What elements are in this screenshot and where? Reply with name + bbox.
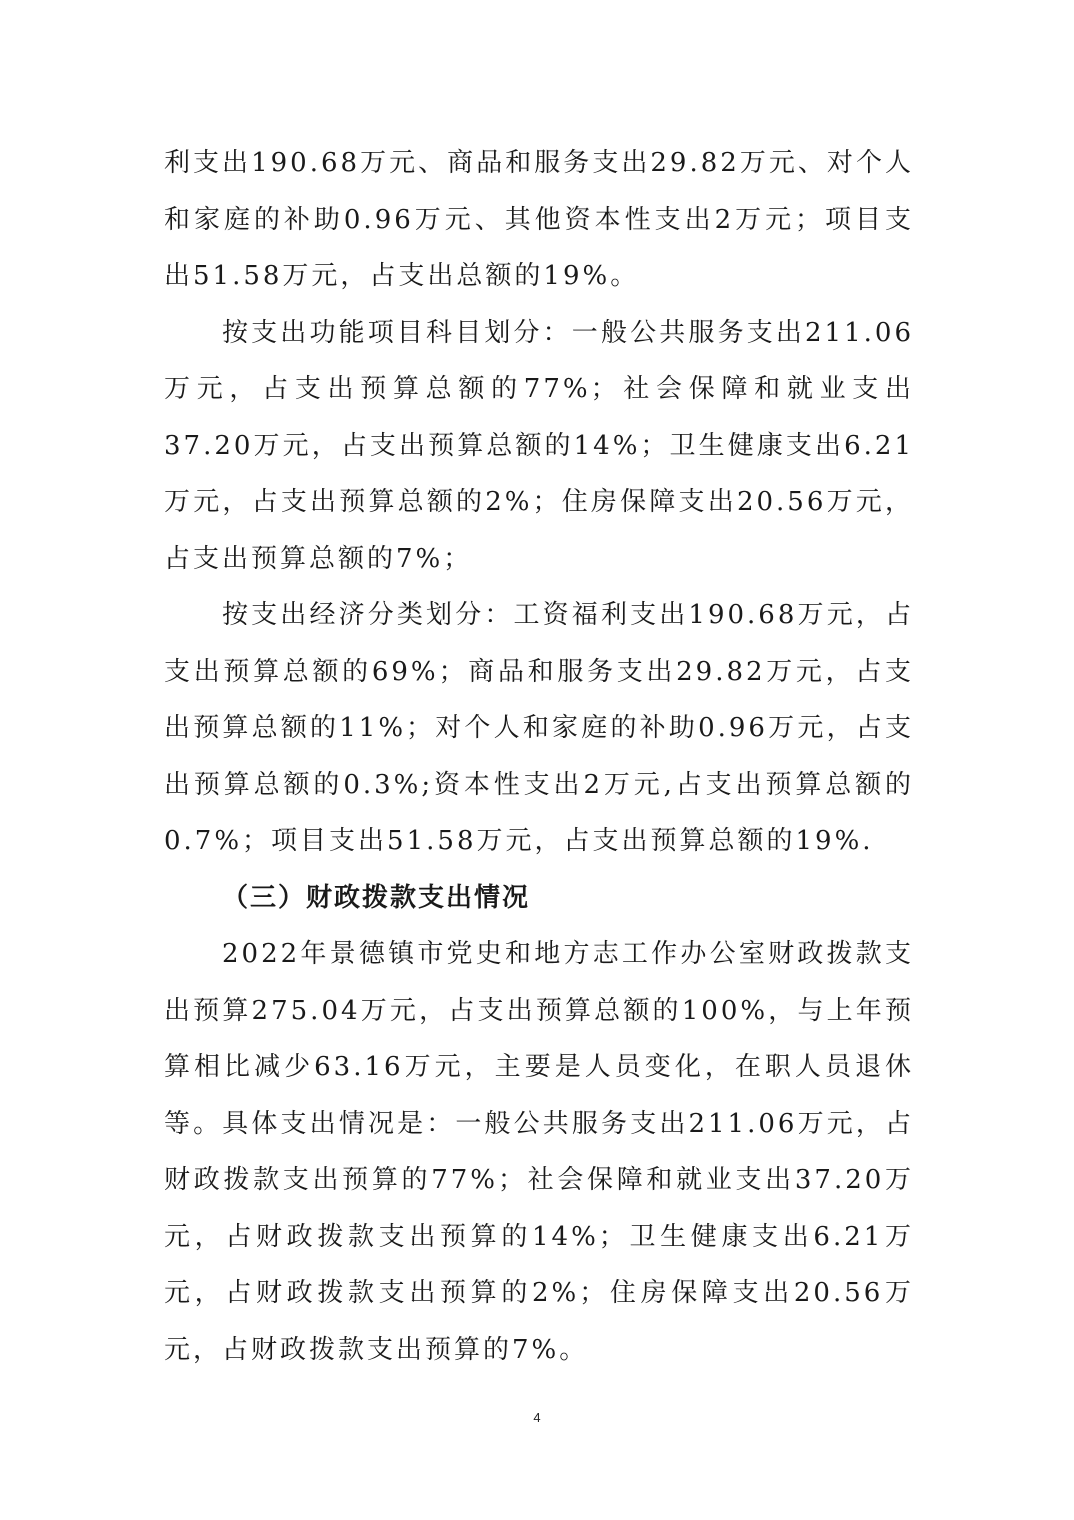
paragraph-fiscal-appropriation: 2022年景德镇市党史和地方志工作办公室财政拨款支出预算275.04万元，占支出预算总额的100%，与上年预算相比减少63.16万元，主要是人员变化，在职人员退休等。具体支出情况是：一般公共服务支出211.06万元，占财政拨款支出预算的77%；社会保障和就业支出37.20万元，占财政拨款支出预算的14%；卫生健康支出6.21万元，占财政拨款支出预算的2%；住房保障支出20.56万元，占财政拨款支出预算的7%。: [164, 939, 914, 1365]
page-number: 4: [533, 1410, 541, 1425]
body-text: [164, 135, 914, 1378]
paragraph-functional-breakdown: 按支出功能项目科目划分：一般公共服务支出211.06万元，占支出预算总额的77%；社会保障和就业支出37.20万元，占支出预算总额的14%；卫生健康支出6.21万元，占支出预算总额的2%；住房保障支出20.56万元，占支出预算总额的7%；: [164, 317, 914, 574]
paragraph-economic-breakdown: 按支出经济分类划分：工资福利支出190.68万元，占支出预算总额的69%；商品和服务支出29.82万元，占支出预算总额的11%；对个人和家庭的补助0.96万元，占支出预算总额的0.3%;资本性支出2万元,占支出预算总额的0.7%；项目支出51.58万元，占支出预算总额的19%.: [164, 600, 914, 856]
paragraph-continuation: 利支出190.68万元、商品和服务支出29.82万元、对个人和家庭的补助0.96万元、其他资本性支出2万元；项目支出51.58万元，占支出总额的19%。: [164, 148, 914, 291]
section-heading: （三）财政拨款支出情况: [222, 882, 531, 913]
